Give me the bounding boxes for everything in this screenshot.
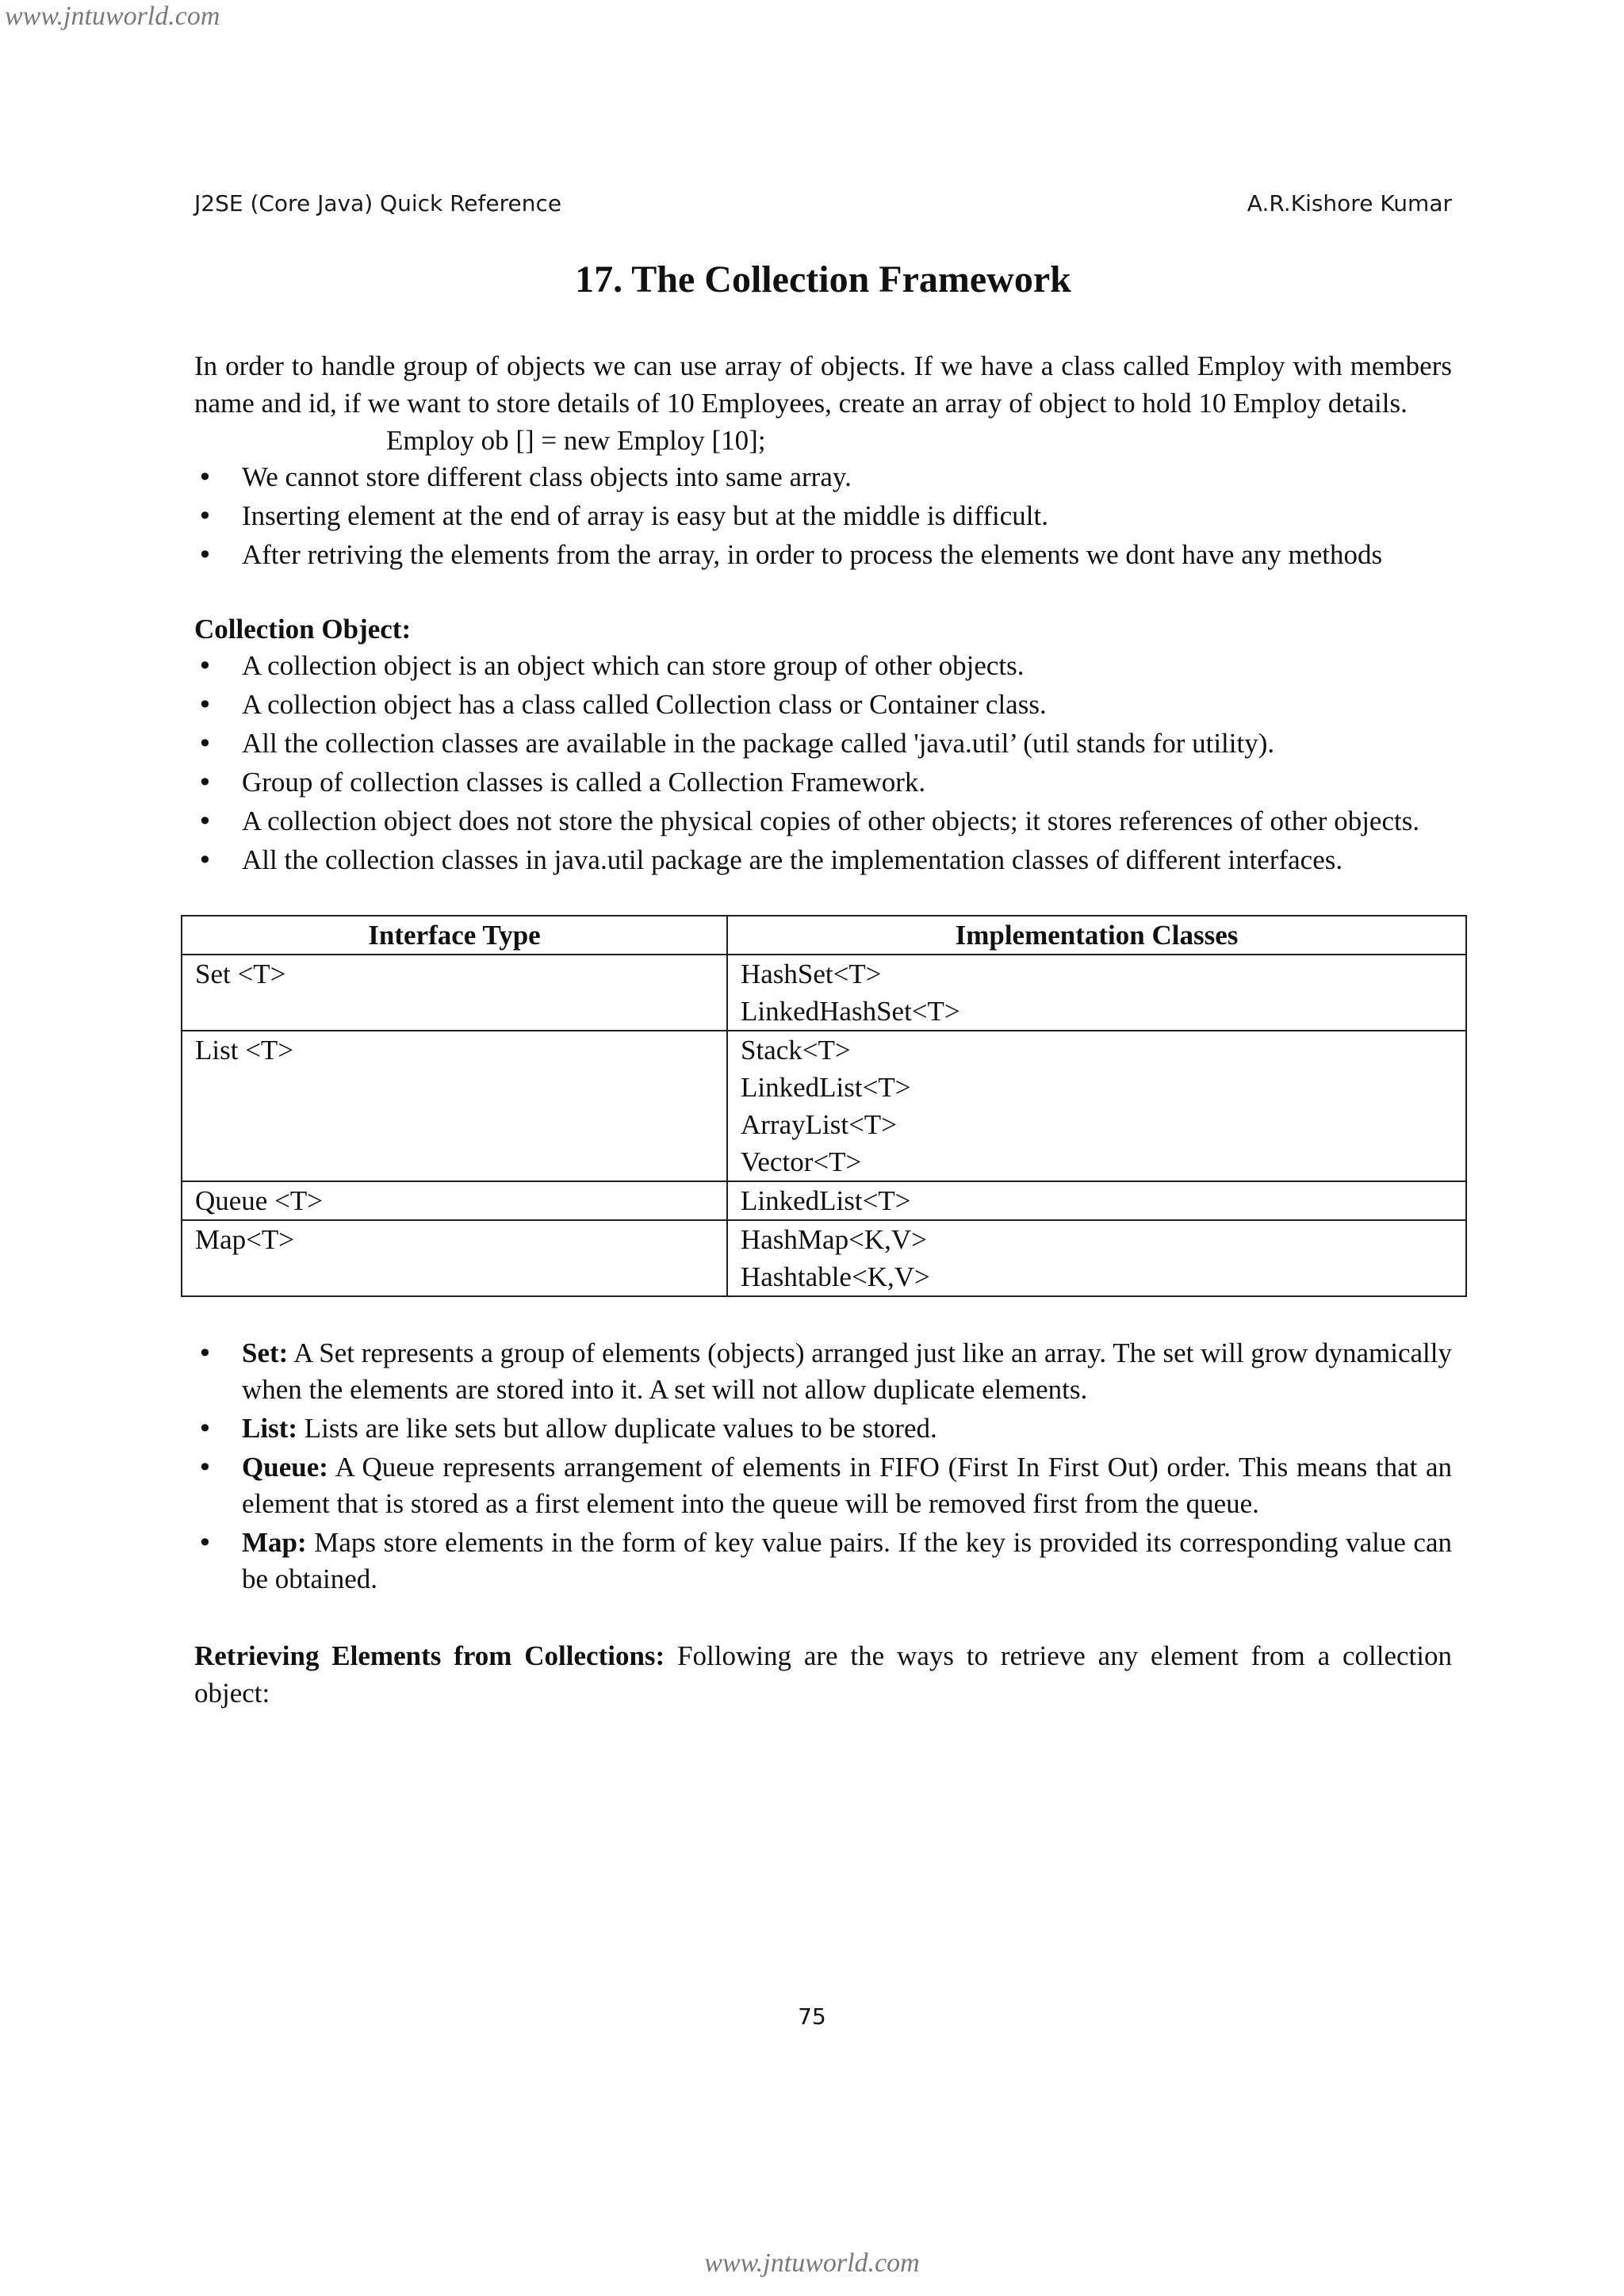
interface-cell: List <T> bbox=[182, 1031, 727, 1181]
page-number: 75 bbox=[798, 2003, 826, 2030]
definition-term: List: bbox=[242, 1412, 297, 1444]
implementation-cell bbox=[727, 1031, 1466, 1181]
definition-term: Map: bbox=[242, 1526, 307, 1558]
intro-bullet-list bbox=[194, 459, 1452, 573]
interface-cell: Queue <T> bbox=[182, 1181, 727, 1220]
implementation-cell bbox=[727, 1181, 1466, 1220]
definition-set bbox=[194, 1335, 1452, 1408]
implementation-class: HashMap<K,V> bbox=[741, 1223, 927, 1255]
definition-text: Lists are like sets but allow duplicate values to be stored. bbox=[297, 1412, 937, 1444]
column-header-implementation: Implementation Classes bbox=[727, 916, 1466, 955]
definition-text: A Queue represents arrangement of elements in FIFO (First In First Out) order. This means that an element that is stored as a first element into the queue will be removed first from the queue. bbox=[242, 1451, 1452, 1519]
table-row bbox=[182, 1220, 1466, 1296]
definition-text: A Set represents a group of elements (objects) arranged just like an array. The set will grow dynamically when the elements are stored into it. A set will not allow duplicate elements. bbox=[242, 1337, 1452, 1405]
list-item: • A collection object is an object which can store group of other objects. bbox=[194, 648, 1452, 684]
implementation-class: HashSet<T> bbox=[741, 958, 882, 989]
watermark-top: www.jntuworld.com bbox=[5, 2, 220, 31]
intro-paragraph: In order to handle group of objects we can use array of objects. If we have a class called Employ with members name and id, if we want to store details of 10 Employees, create an array of object to hold 10 Employ details. bbox=[194, 350, 1452, 419]
code-example: Employ ob [] = new Employ [10]; bbox=[386, 424, 766, 456]
definition-term: Set: bbox=[242, 1337, 289, 1368]
retrieving-text: Following are the ways to retrieve any element from a collection object: bbox=[194, 1640, 1452, 1709]
watermark-bottom: www.jntuworld.com bbox=[704, 2248, 920, 2278]
interface-table bbox=[181, 915, 1467, 1297]
list-item: • A collection object has a class called Collection class or Container class. bbox=[194, 687, 1452, 723]
running-header bbox=[194, 190, 1452, 216]
collection-object-heading: Collection Object: bbox=[194, 613, 412, 645]
definition-map bbox=[194, 1525, 1452, 1598]
definition-term: Queue: bbox=[242, 1451, 328, 1483]
table-header-row bbox=[182, 916, 1466, 955]
implementation-class: Vector<T> bbox=[741, 1146, 862, 1177]
implementation-class: Stack<T> bbox=[741, 1034, 851, 1066]
definition-text: Maps store elements in the form of key value pairs. If the key is provided its corresponding value can be obtained. bbox=[242, 1526, 1452, 1594]
list-item: • After retriving the elements from the array, in order to process the elements we dont have any methods bbox=[194, 537, 1452, 573]
header-author: A.R.Kishore Kumar bbox=[1247, 190, 1452, 216]
list-item: • All the collection classes are available in the package called 'java.util’ (util stands for utility). bbox=[194, 725, 1452, 762]
implementation-class: Hashtable<K,V> bbox=[741, 1261, 930, 1292]
implementation-cell bbox=[727, 1220, 1466, 1296]
list-item: • All the collection classes in java.util package are the implementation classes of different interfaces. bbox=[194, 842, 1452, 878]
collection-object-list bbox=[194, 648, 1452, 878]
list-item: • We cannot store different class objects into same array. bbox=[194, 459, 1452, 496]
list-item: • Inserting element at the end of array is easy but at the middle is difficult. bbox=[194, 498, 1452, 534]
retrieving-paragraph bbox=[194, 1637, 1452, 1712]
page-content bbox=[194, 190, 1452, 1712]
header-book-title: J2SE (Core Java) Quick Reference bbox=[194, 190, 562, 216]
list-item: • Group of collection classes is called a Collection Framework. bbox=[194, 764, 1452, 801]
implementation-cell bbox=[727, 955, 1466, 1031]
chapter-title: 17. The Collection Framework bbox=[575, 258, 1071, 300]
implementation-class: ArrayList<T> bbox=[741, 1108, 897, 1140]
implementation-class: LinkedList<T> bbox=[741, 1071, 911, 1103]
definition-list bbox=[194, 1410, 1452, 1447]
interface-cell: Map<T> bbox=[182, 1220, 727, 1296]
retrieving-heading: Retrieving Elements from Collections: bbox=[194, 1640, 665, 1671]
table-row bbox=[182, 1031, 1466, 1181]
definition-queue bbox=[194, 1449, 1452, 1522]
implementation-class: LinkedHashSet<T> bbox=[741, 995, 960, 1027]
table-row bbox=[182, 1181, 1466, 1220]
table-row bbox=[182, 955, 1466, 1031]
implementation-class: LinkedList<T> bbox=[741, 1184, 911, 1216]
interface-cell: Set <T> bbox=[182, 955, 727, 1031]
definitions-list bbox=[194, 1335, 1452, 1598]
list-item: • A collection object does not store the physical copies of other objects; it stores references of other objects. bbox=[194, 803, 1452, 840]
column-header-interface: Interface Type bbox=[182, 916, 727, 955]
